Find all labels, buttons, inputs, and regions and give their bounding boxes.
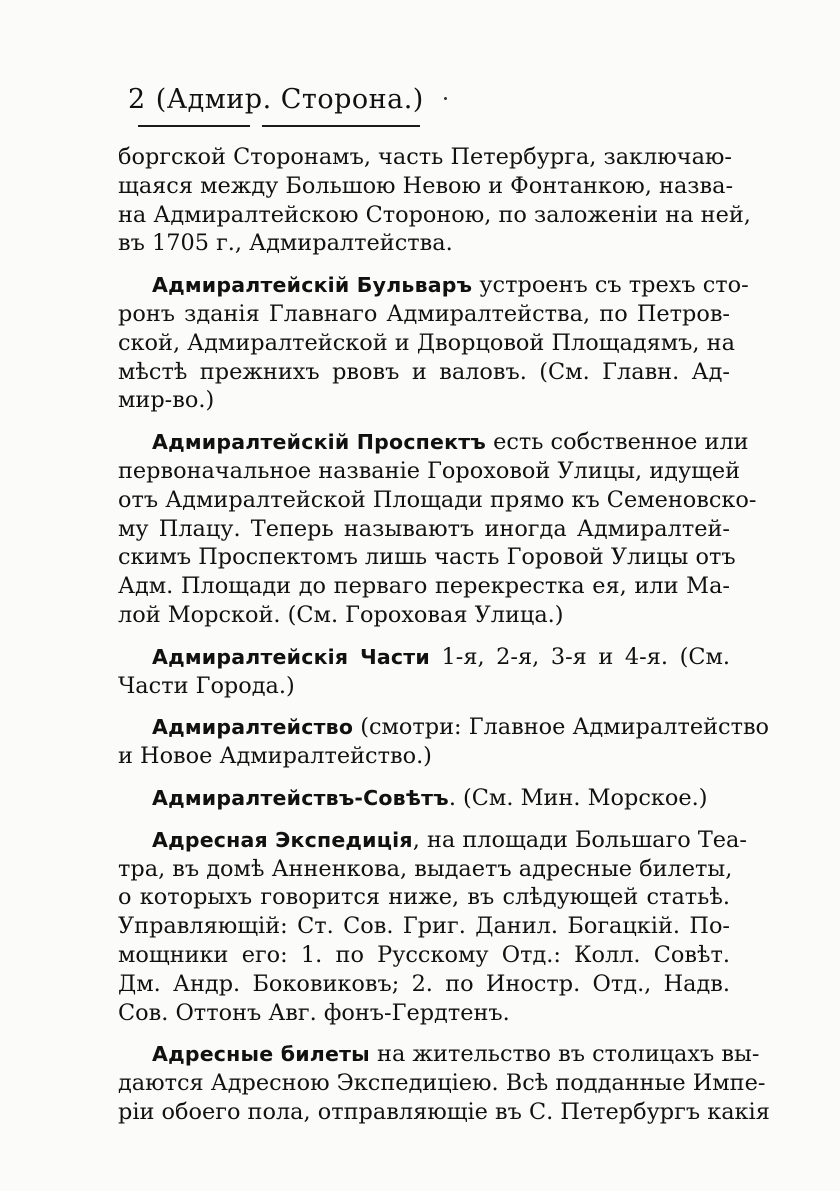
text-line: мир-во.) [118,387,215,414]
text-line: на Адмиралтейскою Стороною, по заложенiи на ней, [118,201,751,228]
entry-headword: Адмиралтейскiя Части [152,644,430,669]
header-rule-left [138,125,250,127]
entry-first-line [118,784,730,813]
entry-headword: Адмиралтейскiй Бульваръ [152,273,473,298]
entry-first-rest: . (См. Мин. Морское.) [448,784,708,811]
entry-headword: Адресная Экспедицiя [152,827,413,852]
header-rule-right [262,125,420,127]
text-line: отъ Адмиралтейской Площади прямо къ Семеновско- [118,486,757,513]
entry-address-tickets [118,1040,770,1126]
entry-first-line [118,643,730,672]
entry-headword: Адресные билеты [152,1042,370,1067]
entry-first-rest: есть собственное или [485,429,749,456]
entry-first-rest: на жительство въ столицахъ вы- [369,1041,760,1068]
text-line: му Плацу. Теперь называютъ иногда Адмиралтей- [118,515,730,542]
text-line: о которыхъ говорится ниже, въ слѣдующей статьѣ. [118,884,730,911]
text-line: мощники его: 1. по Русскому Отд.: Колл. Совѣт. [118,941,730,968]
text-line: Адм. Площади до перваго перекрестка ея, или Ма- [118,573,730,600]
entry-admiralty [118,713,770,771]
text-line: тра, въ домѣ Анненкова, выдаетъ адресные билеты, [118,855,733,882]
text-line: и Новое Адмиралтейство.) [118,743,432,770]
text-line: въ 1705 г., Адмиралтейства. [118,230,453,257]
entry-first-line [118,1040,760,1069]
running-header [128,84,424,115]
text-line: щаяся между Большою Невою и Фонтанкою, назва- [118,172,734,199]
text-line: лой Морской. (См. Гороховая Улица.) [118,601,564,628]
entry-headword: Адмиралтействъ-Совѣтъ [152,785,449,810]
entry-headword: Адмиралтейство [152,715,354,740]
text-line: ронъ зданiя Главнаго Адмиралтейства, по Петров- [118,300,730,327]
text-line: Сов. Оттонъ Авг. фонъ-Гердтенъ. [118,999,510,1026]
entry-admiralty-council [118,784,730,813]
text-line: Части Города.) [118,672,295,699]
text-line: Управляющiй: Ст. Сов. Григ. Данил. Богацкiй. По- [118,913,730,940]
entry-first-line [118,713,770,742]
entry-headword: Адмиралтейскiй Проспектъ [152,430,486,455]
text-line: скимъ Проспектомъ лишь часть Горовой Улицы отъ [118,544,736,571]
text-line: рiи обоего пола, отправляющiе въ С. Петербургъ какiя [118,1098,770,1125]
entry-first-rest: устроенъ съ трехъ сто- [472,272,749,299]
text-line: Дм. Андр. Боковиковъ; 2. по Иностр. Отд., Надв. [118,970,730,997]
print-speck [444,97,447,100]
entry-first-line [118,826,747,855]
continuation-paragraph [118,143,751,258]
entry-admiralty-boulevard [118,271,749,415]
entry-first-rest: (смотри: Главное Адмиралтейство [353,714,770,741]
page-number: 2 [128,84,146,115]
text-line: даются Адресною Экспедицiею. Всѣ подданные Импе- [118,1070,766,1097]
entry-address-expedition [118,826,747,1028]
running-title: (Адмир. Сторона.) [155,84,424,115]
text-line: мѣстѣ прежнихъ рвовъ и валовъ. (См. Главн. Ад- [118,358,730,385]
entry-admiralty-prospect [118,428,757,630]
entry-first-rest: , на площади Большаго Теа- [412,826,747,853]
entry-first-line [118,271,749,300]
article-body [118,143,770,1127]
entry-first-rest: 1-я, 2-я, 3-я и 4-я. (См. [429,643,730,670]
entry-first-line [118,428,749,457]
text-line: боргской Сторонамъ, часть Петербурга, заключаю- [118,144,732,170]
text-line: ской, Адмиралтейской и Дворцовой Площадямъ, на [118,329,735,356]
entry-admiralty-districts [118,643,730,701]
text-line: первоначальное названiе Гороховой Улицы, идущей [118,457,741,484]
